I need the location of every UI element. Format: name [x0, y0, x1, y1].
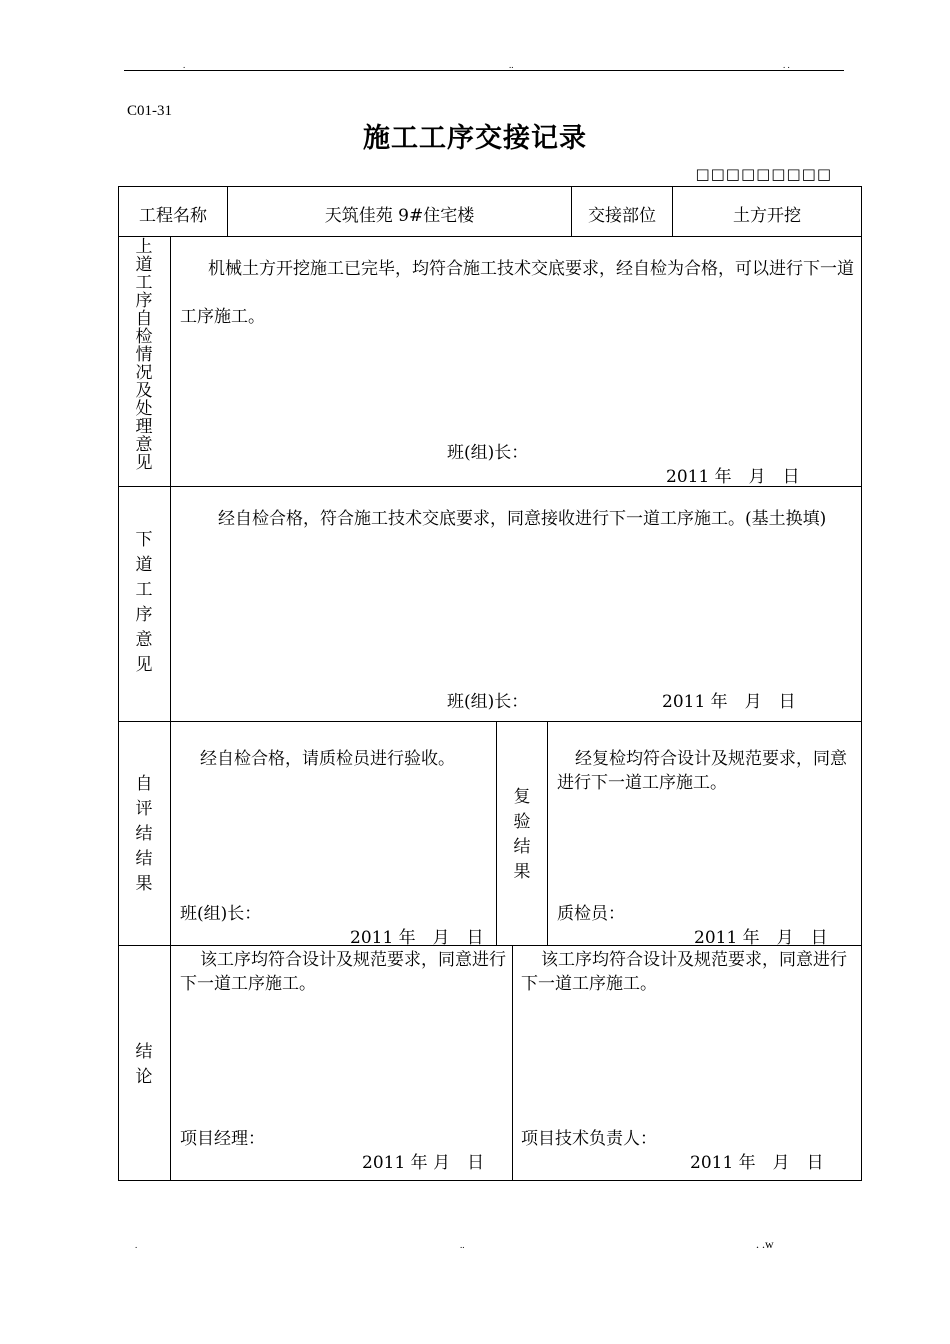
project-name-label: 工程名称	[139, 206, 207, 226]
upper-process-content: 机械土方开挖施工已完毕，均符合施工技术交底要求，经自检为合格，可以进行下一道工序施工。	[180, 259, 854, 327]
footer-center-mark: ..	[460, 1240, 465, 1250]
col-divider	[496, 721, 497, 945]
form-code: C01-31	[127, 103, 172, 119]
lower-process-label: 下 道 工 序 意 见	[135, 530, 153, 675]
self-eval-label: 自 评 结 结 果	[135, 774, 153, 894]
conclusion-left-date: 2011 年 月 日	[362, 1153, 485, 1173]
lower-leader-label: 班(组)长：	[447, 692, 529, 712]
conclusion-left-content: 该工序均符合设计及规范要求，同意进行下一道工序施工。	[180, 950, 506, 994]
table-border-left	[118, 186, 119, 1181]
header-rule	[124, 70, 844, 71]
col-divider	[547, 721, 548, 945]
table-border-right	[861, 186, 862, 1181]
header-center-mark: ..	[509, 60, 514, 70]
project-name-value: 天筑佳苑 9#住宅楼	[324, 206, 475, 226]
recheck-label: 复 验 结 果	[513, 787, 531, 882]
conclusion-right-content: 该工序均符合设计及规范要求，同意进行下一道工序施工。	[521, 950, 847, 994]
technical-lead-label: 项目技术负责人：	[521, 1129, 657, 1149]
col-divider	[170, 236, 171, 1181]
upper-date: 2011 年 月 日	[666, 467, 800, 487]
conclusion-right-date: 2011 年 月 日	[690, 1153, 824, 1173]
table-border-bottom	[118, 1180, 862, 1181]
recheck-date: 2011 年 月 日	[694, 928, 828, 948]
conclusion-label: 结 论	[135, 1042, 153, 1087]
self-eval-leader-label: 班(组)长：	[180, 904, 262, 924]
self-eval-content: 经自检合格，请质检员进行验收。	[200, 749, 455, 769]
recheck-inspector-label: 质检员：	[557, 904, 625, 924]
self-eval-date: 2011 年 月 日	[350, 928, 484, 948]
header-right-mark: . .	[783, 60, 790, 70]
page-title: 施工工序交接记录	[363, 123, 587, 154]
footer-right-mark: . .w	[756, 1237, 774, 1251]
handover-part-value: 土方开挖	[733, 206, 801, 226]
project-manager-label: 项目经理：	[180, 1129, 265, 1149]
handover-part-label: 交接部位	[588, 206, 656, 226]
col-divider	[512, 945, 513, 1181]
row-divider	[118, 721, 862, 722]
record-number-boxes: □□□□□□□□□	[695, 165, 832, 183]
row-divider	[118, 236, 862, 237]
upper-leader-label: 班(组)长：	[447, 443, 529, 463]
footer-left-mark: .	[135, 1240, 138, 1250]
header-left-mark: .	[183, 60, 186, 70]
upper-process-label: 上 道 工 序 自 检 情 况 及 处 理 意 见	[135, 237, 153, 473]
recheck-content: 经复检均符合设计及规范要求，同意进行下一道工序施工。	[557, 749, 847, 793]
table-border-top	[118, 186, 862, 187]
lower-date: 2011 年 月 日	[662, 692, 796, 712]
lower-process-content: 经自检合格，符合施工技术交底要求，同意接收进行下一道工序施工。(基土换填)	[218, 509, 827, 529]
